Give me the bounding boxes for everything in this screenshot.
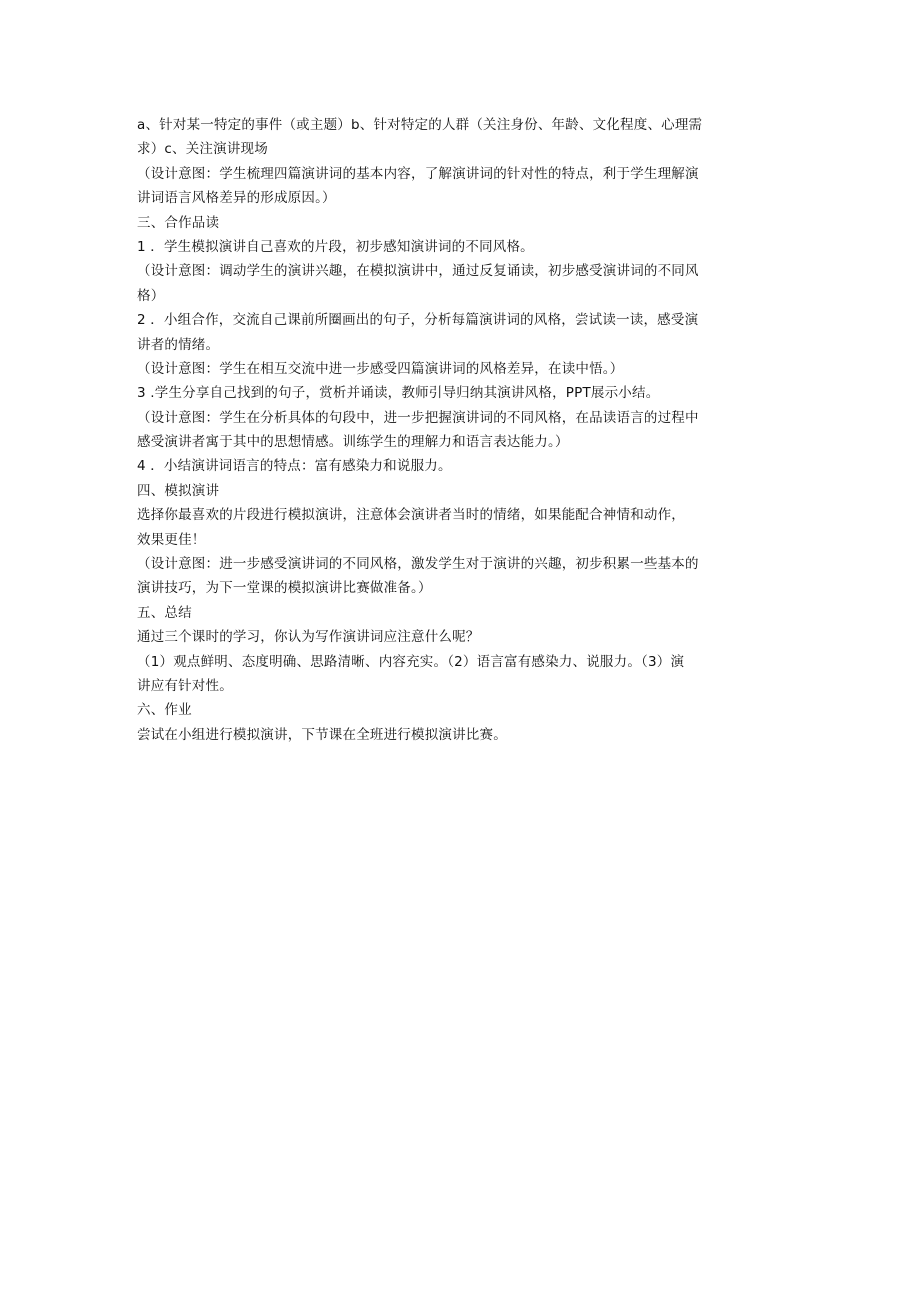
text-line: 尝试在小组进行模拟演讲，下节课在全班进行模拟演讲比赛。	[137, 726, 507, 743]
list-item: 4 ．小结演讲词语言的特点：富有感染力和说服力。	[137, 458, 452, 475]
text-line: a、针对某一特定的事件（或主题）b、针对特定的人群（关注身份、年龄、文化程度、心理需	[137, 117, 703, 133]
design-intent-line: 演讲技巧，为下一堂课的模拟演讲比赛做准备。）	[137, 580, 432, 597]
list-item: 1 ．学生模拟演讲自己喜欢的片段，初步感知演讲词的不同风格。	[137, 238, 534, 255]
section-heading: 三、合作品读	[137, 214, 220, 231]
list-item: 讲者的情绪。	[137, 336, 220, 353]
design-intent-line: （设计意图：进一步感受演讲词的不同风格，激发学生对于演讲的兴趣，初步积累一些基本的	[137, 556, 699, 573]
text-line: 通过三个课时的学习，你认为写作演讲词应注意什么呢？	[137, 629, 480, 646]
text-line: 讲应有针对性。	[137, 677, 233, 694]
design-intent-line: 感受演讲者寓于其中的思想情感。训练学生的理解力和语言表达能力。）	[137, 434, 569, 451]
design-intent-line: （设计意图：学生在分析具体的句段中，进一步把握演讲词的不同风格，在品读语言的过程中	[137, 409, 699, 426]
design-intent-line: （设计意图：学生在相互交流中进一步感受四篇演讲词的风格差异，在读中悟。）	[137, 360, 624, 377]
design-intent-line: 格）	[137, 287, 165, 304]
section-heading: 六、作业	[137, 702, 192, 719]
list-item: 2 ．小组合作，交流自己课前所圈画出的句子，分析每篇演讲词的风格，尝试读一读，感受演	[137, 312, 699, 329]
section-heading: 四、模拟演讲	[137, 482, 220, 499]
text-line: 效果更佳！	[137, 531, 206, 548]
text-line: 选择你最喜欢的片段进行模拟演讲，注意体会演讲者当时的情绪，如果能配合神情和动作，	[137, 507, 685, 524]
text-line: 求）c、关注演讲现场	[137, 141, 268, 158]
text-line: （1）观点鲜明、态度明确、思路清晰、内容充实。（2）语言富有感染力、说服力。（3）演	[137, 653, 685, 670]
document-page	[137, 113, 773, 747]
design-intent-line: （设计意图：调动学生的演讲兴趣，在模拟演讲中，通过反复诵读，初步感受演讲词的不同风	[137, 263, 699, 280]
section-heading: 五、总结	[137, 604, 192, 621]
list-item: 3 .学生分享自己找到的句子，赏析并诵读，教师引导归纳其演讲风格，PPT展示小结。	[137, 385, 660, 402]
design-intent-line: （设计意图：学生梳理四篇演讲词的基本内容，了解演讲词的针对性的特点，利于学生理解演	[137, 165, 699, 182]
design-intent-line: 讲词语言风格差异的形成原因。）	[137, 190, 336, 207]
